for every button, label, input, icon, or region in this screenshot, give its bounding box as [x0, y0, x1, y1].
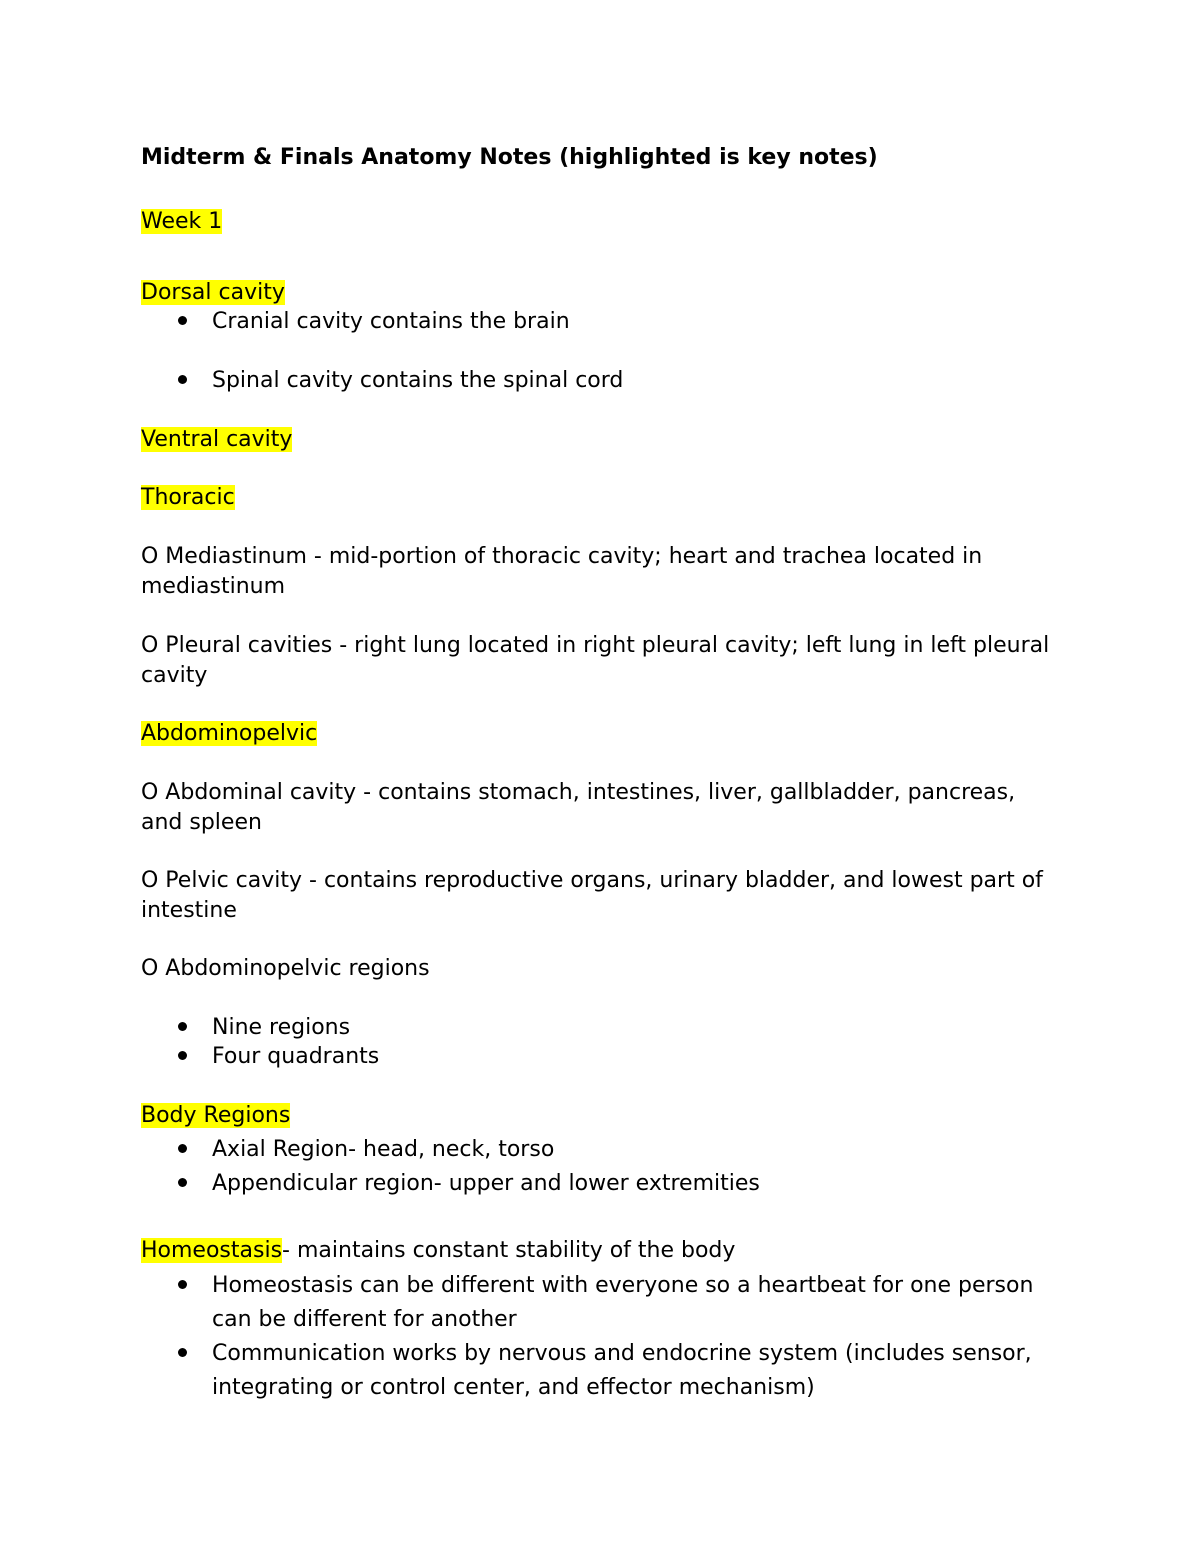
homeostasis-heading: [141, 1236, 735, 1266]
list-item-text: Nine regions: [212, 1015, 351, 1040]
body-regions-heading: [141, 1101, 290, 1131]
bullet-icon: [177, 364, 188, 398]
pleural-paragraph: O Pleural cavities - right lung located in right pleural cavity; left lung in left pleural cavity: [141, 633, 1050, 688]
dorsal-heading: [141, 278, 285, 308]
homeostasis-definition: - maintains constant stability of the body: [282, 1238, 736, 1263]
list-item-text: Cranial cavity contains the brain: [212, 309, 570, 334]
list-item-text: Homeostasis can be different with everyone so a heartbeat for one person can be different for another: [212, 1273, 1034, 1332]
dorsal-label: Dorsal cavity: [141, 280, 285, 305]
list-item-text: Appendicular region- upper and lower extremities: [212, 1171, 760, 1196]
bullet-icon: [177, 1269, 188, 1303]
list-item-text: Communication works by nervous and endocrine system (includes sensor, integrating or control center, and effector mechanism): [212, 1341, 1032, 1400]
bullet-icon: [177, 1167, 188, 1201]
list-item-text: Four quadrants: [212, 1044, 380, 1069]
page-title: Midterm & Finals Anatomy Notes (highlighted is key notes): [141, 145, 878, 170]
bullet-icon: [177, 1337, 188, 1371]
pelvic-paragraph: O Pelvic cavity - contains reproductive organs, urinary bladder, and lowest part of intestine: [141, 868, 1043, 923]
homeostasis-label: Homeostasis: [141, 1238, 283, 1263]
list-item-text: Spinal cavity contains the spinal cord: [212, 368, 624, 393]
regions-paragraph: O Abdominopelvic regions: [141, 956, 430, 981]
body-regions-label: Body Regions: [141, 1103, 291, 1128]
mediastinum-paragraph: O Mediastinum - mid-portion of thoracic cavity; heart and trachea located in mediastinum: [141, 544, 983, 599]
abdominal-paragraph: O Abdominal cavity - contains stomach, intestines, liver, gallbladder, pancreas, and spleen: [141, 780, 1016, 835]
bullet-icon: [177, 1040, 188, 1074]
list-item-text: Axial Region- head, neck, torso: [212, 1137, 555, 1162]
bullet-icon: [177, 1133, 188, 1167]
ventral-heading: [141, 425, 292, 455]
abdominopelvic-heading: [141, 719, 317, 749]
thoracic-label: Thoracic: [141, 485, 235, 510]
ventral-label: Ventral cavity: [141, 427, 293, 452]
thoracic-heading: [141, 483, 235, 513]
week-heading: [141, 207, 222, 237]
abdominopelvic-label: Abdominopelvic: [141, 721, 318, 746]
week-label: Week 1: [141, 209, 223, 234]
bullet-icon: [177, 305, 188, 339]
